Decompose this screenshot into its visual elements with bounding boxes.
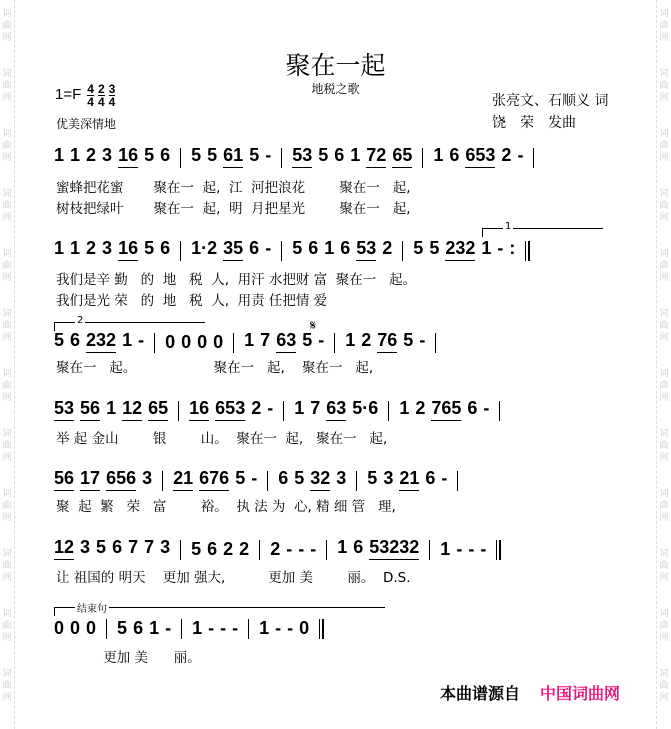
- watermark-text: 词 曲 网: [659, 429, 669, 463]
- watermark-text: 词 曲 网: [659, 249, 669, 283]
- note: -: [275, 618, 282, 638]
- note: 6: [160, 145, 171, 165]
- volta-1: 1: [482, 228, 603, 237]
- note: 6: [160, 238, 171, 258]
- barline: [533, 148, 534, 168]
- note: -: [310, 539, 317, 559]
- note: 6: [249, 238, 260, 258]
- note: 3: [336, 468, 347, 488]
- watermark-text: 词 曲 网: [2, 669, 12, 703]
- note: 6: [334, 145, 345, 165]
- score-system: [54, 330, 436, 353]
- note: -: [318, 330, 325, 350]
- lyrics-line: 蜜蜂把花蜜 聚在一 起, 江 河把浪花 聚在一 起,: [56, 180, 411, 196]
- watermark-text: 词 曲 网: [659, 309, 669, 343]
- note: 76: [377, 330, 397, 353]
- note: 5: [117, 618, 128, 638]
- note: 1: [337, 537, 348, 557]
- note: 2: [382, 238, 393, 258]
- note: 6: [353, 537, 364, 557]
- note: 2: [501, 145, 512, 165]
- note: 61: [223, 145, 243, 168]
- note: -: [298, 539, 305, 559]
- note: -: [265, 145, 272, 165]
- watermark-text: 词 曲 网: [2, 549, 12, 583]
- lyrics-line: 更加 美 丽。: [56, 650, 201, 666]
- watermark-text: 词 曲 网: [659, 129, 669, 163]
- measure: [357, 468, 457, 491]
- note: 2: [270, 539, 281, 559]
- lyrics-line: 我们是辛 勤 的 地 税 人, 用汗 水把财 富 聚在一 起。: [56, 272, 417, 288]
- note: 6: [425, 468, 436, 488]
- measure: [54, 398, 178, 421]
- lyrics-line: 举 起 金山 银 山。 聚在一 起, 聚在一 起,: [56, 431, 388, 447]
- note: -: [208, 618, 215, 638]
- note: 3: [142, 468, 153, 488]
- note: 5: [191, 539, 202, 559]
- note: -: [468, 539, 475, 559]
- watermark-text: 词 曲 网: [2, 309, 12, 343]
- measure: [335, 330, 435, 353]
- measure: [260, 539, 326, 560]
- measure: [268, 468, 356, 491]
- note: 0: [197, 332, 208, 352]
- note: 53: [54, 398, 74, 421]
- note: 7: [310, 398, 321, 418]
- note: 5: [191, 145, 202, 165]
- time-signature: $\frac{4}{4}$: [87, 82, 94, 109]
- source-label: 本曲谱源自: [440, 684, 521, 703]
- measure: [181, 238, 281, 261]
- watermark-text: 词 曲 网: [659, 9, 669, 43]
- note: -: [265, 238, 272, 258]
- note: 12: [122, 398, 142, 421]
- score-system: [54, 238, 530, 261]
- score-system: [54, 537, 501, 560]
- key-signature: [55, 80, 119, 108]
- footer: [440, 681, 620, 704]
- note: 1: [345, 330, 356, 350]
- note: 0: [54, 618, 65, 638]
- watermark-text: 词 曲 网: [2, 429, 12, 463]
- note: 63: [326, 398, 346, 421]
- note: 5: [413, 238, 424, 258]
- measure: [54, 238, 180, 261]
- note: 676: [199, 468, 229, 491]
- note: 63: [276, 330, 296, 353]
- lyrics-line: 让 祖国的 明天 更加 强大, 更加 美 丽。 D.S.: [56, 570, 411, 586]
- song-title: 聚在一起: [285, 51, 386, 80]
- brand-link[interactable]: 中国词曲网: [540, 684, 621, 703]
- note: 7: [128, 537, 139, 557]
- note: 1: [440, 539, 451, 559]
- note: 3: [102, 238, 113, 258]
- note: 5: [302, 330, 313, 350]
- note: 6: [308, 238, 319, 258]
- note: 653: [465, 145, 495, 168]
- note: 2: [86, 145, 97, 165]
- watermark-text: 词 曲 网: [2, 129, 12, 163]
- credits: [492, 90, 608, 134]
- note: 5: [96, 537, 107, 557]
- note: 1: [54, 238, 65, 258]
- note: 3: [80, 537, 91, 557]
- note: 0: [181, 332, 192, 352]
- lyrics-line: 我们是光 荣 的 地 税 人, 用责 任把情 爱: [56, 293, 328, 309]
- barline: [457, 471, 458, 491]
- note: 653: [215, 398, 245, 421]
- note: -: [220, 618, 227, 638]
- note: 1: [350, 145, 361, 165]
- note: 6: [133, 618, 144, 638]
- note: 5: [318, 145, 329, 165]
- score-system: [54, 398, 500, 421]
- watermark-text: 词 曲 网: [659, 189, 669, 223]
- watermark-text: 词 曲 网: [2, 189, 12, 223]
- measure: [163, 468, 267, 491]
- note: 6: [278, 468, 289, 488]
- note: 53232: [369, 537, 419, 560]
- watermark-text: 词 曲 网: [659, 609, 669, 643]
- segno-sign: 𝄋: [310, 318, 317, 334]
- note: 6: [340, 238, 351, 258]
- note: -: [517, 145, 524, 165]
- score-system: [54, 618, 324, 639]
- measure: [181, 145, 281, 168]
- note: 65: [392, 145, 412, 168]
- note: 7: [144, 537, 155, 557]
- composer: 饶 荣 发曲: [492, 115, 576, 131]
- measure: [389, 398, 499, 421]
- note: 65: [148, 398, 168, 421]
- note: 5: [429, 238, 440, 258]
- watermark-text: 词 曲 网: [659, 489, 669, 523]
- barline: [499, 401, 500, 421]
- note: 12: [54, 537, 74, 560]
- note: -: [287, 618, 294, 638]
- measure: [282, 238, 402, 261]
- score-system: [54, 468, 458, 491]
- note: 1: [149, 618, 160, 638]
- note: 5: [367, 468, 378, 488]
- note: 5: [235, 468, 246, 488]
- measure: [54, 618, 106, 639]
- note: 53: [356, 238, 376, 261]
- watermark-text: 词 曲 网: [659, 369, 669, 403]
- measure: [107, 618, 181, 639]
- note: 2: [415, 398, 426, 418]
- note: -: [441, 468, 448, 488]
- note: -: [480, 539, 487, 559]
- note: 2: [251, 398, 262, 418]
- note: 1: [244, 330, 255, 350]
- note: 1: [481, 238, 492, 258]
- note: 765: [431, 398, 461, 421]
- tempo-marking: 优美深情地: [56, 117, 117, 131]
- note: 1: [433, 145, 444, 165]
- note: -: [483, 398, 490, 418]
- note: 16: [189, 398, 209, 421]
- watermark-text: 词 曲 网: [659, 69, 669, 103]
- note: 1: [192, 618, 203, 638]
- note: -: [232, 618, 239, 638]
- note: 56: [54, 468, 74, 491]
- note: 5: [249, 145, 260, 165]
- note: 72: [366, 145, 386, 168]
- lyricist: 张亮文、石顺义 词: [492, 93, 609, 109]
- note: 656: [106, 468, 136, 491]
- note: 5: [144, 238, 155, 258]
- note: 5: [294, 468, 305, 488]
- note: 6: [449, 145, 460, 165]
- barline: [496, 540, 501, 560]
- note: -: [497, 238, 504, 258]
- note: 0: [213, 332, 224, 352]
- note: -: [165, 618, 172, 638]
- note: 1: [70, 145, 81, 165]
- lyrics-line: 聚在一 起。 聚在一 起, 聚在一 起,: [56, 360, 374, 376]
- measure: [423, 145, 533, 168]
- note: 1: [399, 398, 410, 418]
- note: 16: [118, 238, 138, 261]
- note: 17: [80, 468, 100, 491]
- measure: [430, 539, 496, 560]
- note: 6: [467, 398, 478, 418]
- barline: [435, 333, 436, 353]
- watermark-right: [656, 0, 671, 729]
- note: 232: [86, 330, 116, 353]
- measure: [179, 398, 283, 421]
- note: 32: [310, 468, 330, 491]
- measure: [181, 539, 259, 560]
- time-signature: $\frac{3}{4}$: [108, 82, 116, 109]
- key-label: 1=F: [55, 85, 82, 103]
- measure: [155, 332, 233, 353]
- watermark-text: 词 曲 网: [659, 549, 669, 583]
- volta-2: 2: [54, 322, 205, 331]
- watermark-text: 词 曲 网: [2, 249, 12, 283]
- note: 3: [102, 145, 113, 165]
- note: 5: [207, 145, 218, 165]
- note: -: [251, 468, 258, 488]
- measure: [249, 618, 319, 639]
- note: 2: [223, 539, 234, 559]
- watermark-text: 词 曲 网: [2, 489, 12, 523]
- note: 1: [259, 618, 270, 638]
- note: 21: [173, 468, 193, 491]
- watermark-text: 词 曲 网: [2, 369, 12, 403]
- note: 0: [165, 332, 176, 352]
- note: -: [267, 398, 274, 418]
- note: 35: [223, 238, 243, 261]
- note: 21: [399, 468, 419, 491]
- song-subtitle: 地税之歌: [311, 82, 360, 96]
- note: 1: [122, 330, 133, 350]
- note: 5: [54, 330, 65, 350]
- note: 5: [403, 330, 414, 350]
- note: 3: [160, 537, 171, 557]
- ending-bracket: 结束句: [54, 607, 385, 616]
- measure: [403, 238, 525, 261]
- note: 5: [292, 238, 303, 258]
- score-system: [54, 145, 534, 168]
- note: 7: [260, 330, 271, 350]
- note: 2: [239, 539, 250, 559]
- watermark-text: 词 曲 网: [2, 69, 12, 103]
- note: 1: [54, 145, 65, 165]
- measure: [54, 145, 180, 168]
- note: -: [138, 330, 145, 350]
- note: -: [456, 539, 463, 559]
- measure: [182, 618, 248, 639]
- note: 6: [70, 330, 81, 350]
- barline: [319, 619, 324, 639]
- watermark-left: [0, 0, 15, 729]
- measure: [234, 330, 334, 353]
- note: 0: [299, 618, 310, 638]
- note: 3: [383, 468, 394, 488]
- note: 56: [80, 398, 100, 421]
- note: 1·2: [191, 238, 218, 258]
- note: 0: [70, 618, 81, 638]
- note: 5·6: [352, 398, 379, 418]
- note: 2: [361, 330, 372, 350]
- note: 0: [86, 618, 97, 638]
- note: 16: [118, 145, 138, 168]
- measure: [54, 330, 154, 353]
- lyrics-line: 树枝把绿叶 聚在一 起, 明 月把星光 聚在一 起,: [56, 201, 411, 217]
- note: 5: [144, 145, 155, 165]
- time-signatures: [87, 80, 119, 108]
- note: 232: [445, 238, 475, 261]
- note: 1: [294, 398, 305, 418]
- note: 1: [70, 238, 81, 258]
- measure: [282, 145, 422, 168]
- measure: [54, 468, 162, 491]
- barline: [525, 241, 530, 261]
- note: -: [419, 330, 426, 350]
- measure: [327, 537, 429, 560]
- measure: [54, 537, 180, 560]
- note: :: [509, 238, 516, 258]
- measure: [284, 398, 388, 421]
- lyrics-line: 聚 起 繁 荣 富 裕。 执 法 为 心, 精 细 管 理,: [56, 499, 396, 515]
- time-signature: $\frac{2}{4}$: [97, 82, 105, 109]
- note: 2: [86, 238, 97, 258]
- note: -: [286, 539, 293, 559]
- note: 53: [292, 145, 312, 168]
- watermark-text: 词 曲 网: [2, 609, 12, 643]
- note: 6: [112, 537, 123, 557]
- note: 6: [207, 539, 218, 559]
- note: 1: [324, 238, 335, 258]
- watermark-text: 词 曲 网: [659, 669, 669, 703]
- watermark-text: 词 曲 网: [2, 9, 12, 43]
- note: 1: [106, 398, 117, 418]
